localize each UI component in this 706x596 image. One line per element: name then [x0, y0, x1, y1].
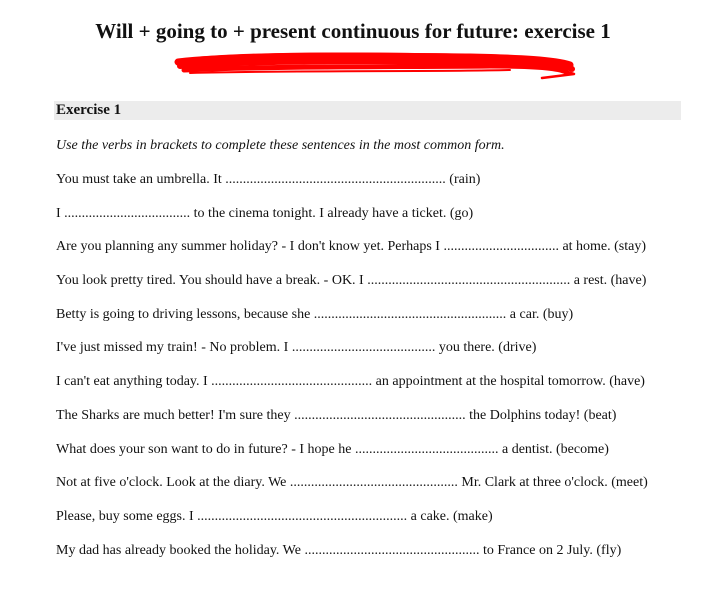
exercise-sentence: My dad has already booked the holiday. We .................................................. to France on 2 July. (fly)	[56, 542, 622, 558]
exercise-sentence: Please, buy some eggs. I ............................................................ a cake. (make)	[56, 508, 493, 524]
exercise-sentence: Not at five o'clock. Look at the diary. We ................................................ Mr. Clark at three o'clock. (meet)	[56, 475, 648, 491]
section-heading-bar	[54, 101, 681, 120]
exercise-list	[56, 170, 648, 574]
instructions: Use the verbs in brackets to complete these sentences in the most common form.	[56, 138, 505, 153]
page-title: Will + going to + present continuous for future: exercise 1	[95, 19, 611, 43]
exercise-sentence: You must take an umbrella. It ............................................................... (rain)	[56, 172, 481, 187]
red-redaction-scribble	[170, 48, 580, 82]
exercise-sentence: The Sharks are much better! I'm sure they ................................................. the Dolphins today! (beat)	[56, 407, 617, 423]
exercise-sentence: Betty is going to driving lessons, because she ....................................................... a car. (buy)	[56, 306, 574, 322]
exercise-sentence: You look pretty tired. You should have a break. - OK. I .......................................................... a rest. (have)	[56, 273, 647, 289]
exercise-sentence: I've just missed my train! - No problem. I ......................................... you there. (drive)	[56, 340, 537, 356]
section-heading: Exercise 1	[56, 102, 122, 118]
exercise-sentence: I can't eat anything today. I .............................................. an appointment at the hospital tomorrow. (have)	[56, 374, 645, 390]
exercise-sentence: What does your son want to do in future? - I hope he ......................................... a dentist. (become)	[56, 441, 609, 457]
exercise-sentence: Are you planning any summer holiday? - I don't know yet. Perhaps I ................................. at home. (stay)	[56, 239, 647, 255]
exercise-sentence: I .................................... to the cinema tonight. I already have a ticket. (go)	[56, 205, 474, 221]
